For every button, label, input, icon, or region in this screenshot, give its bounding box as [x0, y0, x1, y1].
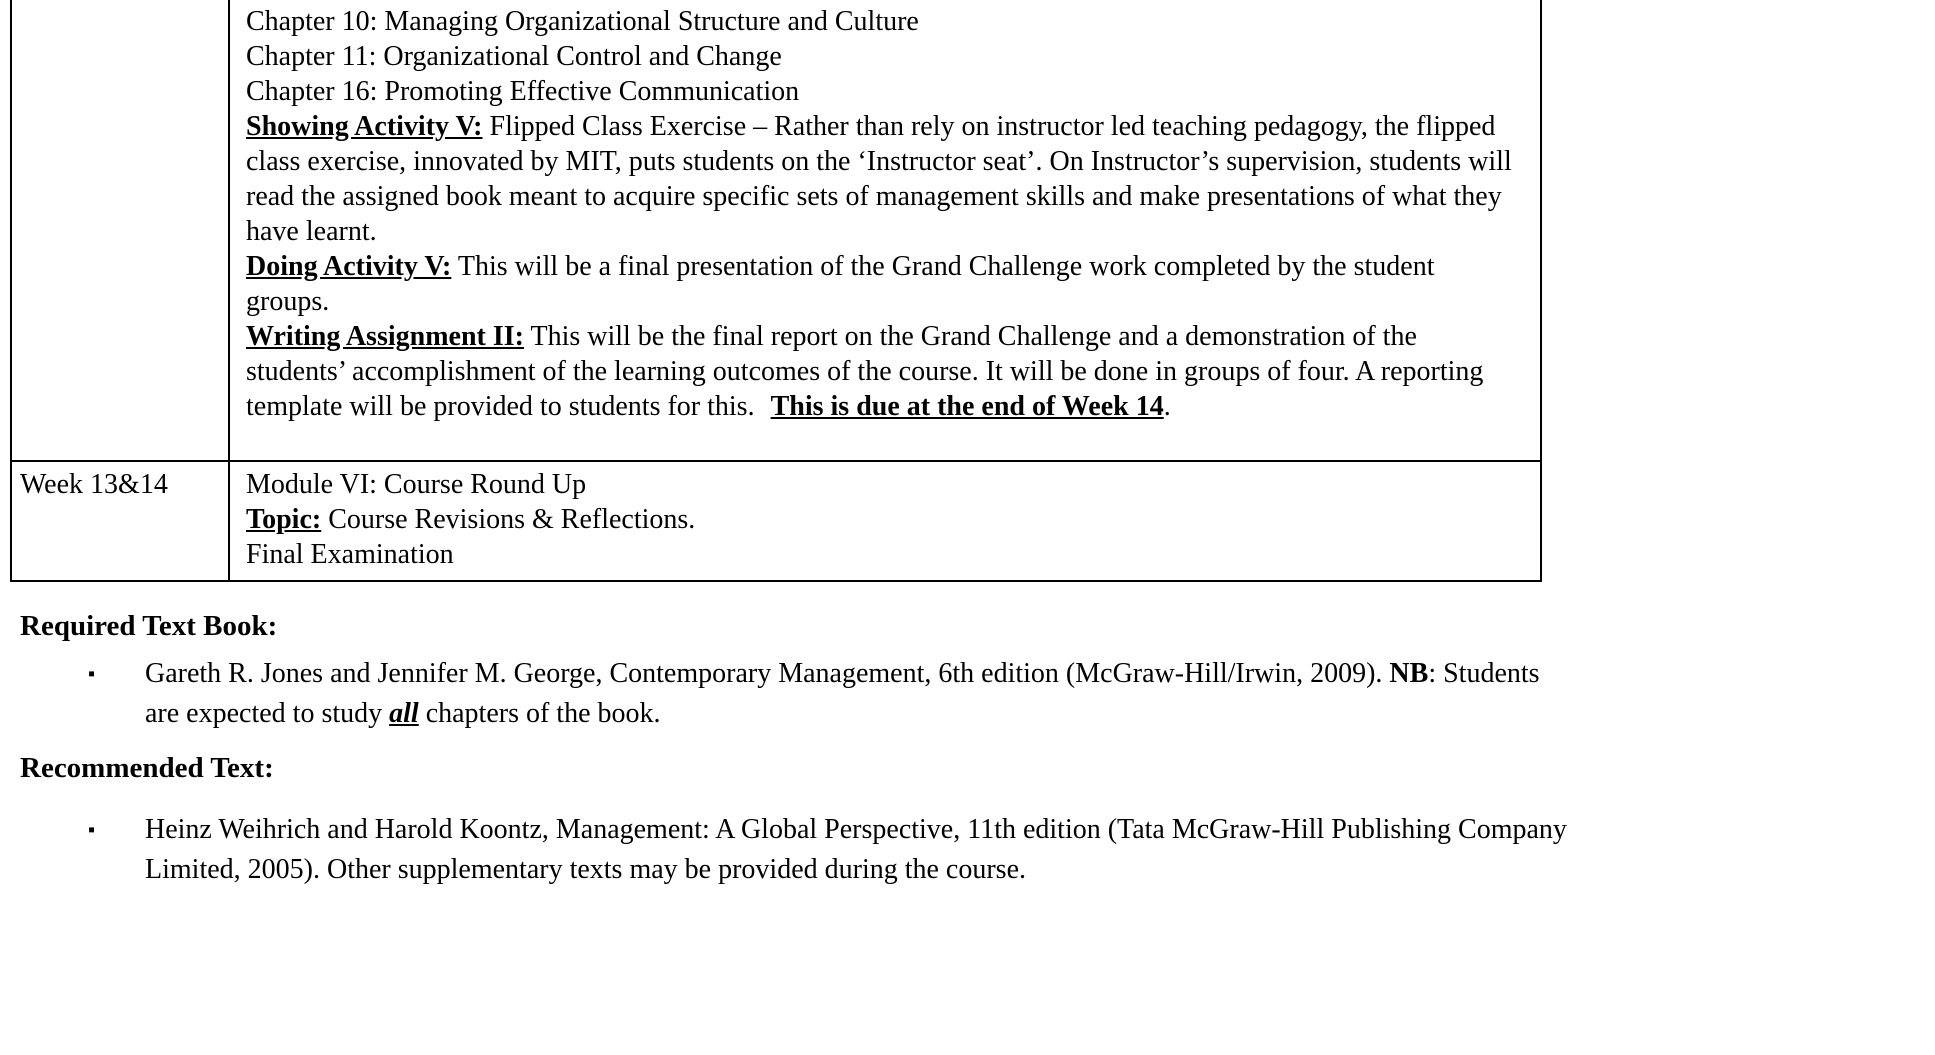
table-row: [11, 0, 1541, 461]
writing-assignment-paragraph: [246, 319, 1520, 424]
writing-assignment-text: This will be the final report on the Grand Challenge and a demonstration of the students’ accomplishment of the learning outcomes of the course. It will be done in groups of four. A reporting template will be provided to students for this.: [246, 321, 1484, 422]
final-exam-line: Final Examination: [246, 539, 454, 570]
recommended-text-item: [88, 810, 1600, 890]
required-text-part2: : Students are expected to study: [145, 658, 1540, 729]
doing-activity-label: Doing Activity V:: [246, 251, 452, 282]
topic-label: Topic:: [246, 504, 322, 535]
showing-activity-label: Showing Activity V:: [246, 111, 483, 142]
due-date-text: This is due at the end of Week 14: [770, 391, 1164, 422]
week-cell-empty: [11, 0, 229, 461]
week-label: Week 13&14: [20, 469, 168, 500]
topic-line: [246, 502, 1520, 537]
required-textbook-item: [88, 654, 1600, 734]
writing-assignment-label: Writing Assignment II:: [246, 321, 524, 352]
required-text-part1: Gareth R. Jones and Jennifer M. George, Contemporary Management, 6th edition (McGraw-Hill/Irwin, 2009).: [145, 658, 1390, 689]
topic-text: Course Revisions & Reflections.: [321, 504, 696, 535]
chapter-line: Chapter 16: Promoting Effective Communication: [246, 76, 800, 107]
required-textbook-text: [145, 654, 1569, 734]
content-cell: [229, 461, 1541, 581]
due-date-period: .: [1163, 391, 1171, 422]
recommended-text-heading: Recommended Text:: [20, 752, 274, 784]
square-bullet-icon: ▪: [88, 819, 96, 841]
doing-activity-text: This will be a final presentation of the Grand Challenge work completed by the student groups.: [246, 251, 1435, 317]
week-cell: [11, 461, 229, 581]
required-textbook-heading: Required Text Book:: [20, 610, 278, 642]
table-row: [11, 461, 1541, 581]
content-cell: [229, 0, 1541, 461]
recommended-text-text: [145, 810, 1569, 890]
nb-label: NB: [1389, 658, 1429, 689]
all-emphasis-word: all: [389, 698, 419, 729]
chapter-line: Chapter 11: Organizational Control and Change: [246, 41, 782, 72]
textbook-section: [20, 608, 1600, 890]
chapter-line: Chapter 10: Managing Organizational Structure and Culture: [246, 6, 919, 37]
square-bullet-icon: ▪: [88, 663, 96, 685]
showing-activity-text: Flipped Class Exercise – Rather than rely on instructor led teaching pedagogy, the flipped class exercise, innovated by MIT, puts students on the ‘Instructor seat’. On Instructor’s supervision, students will read the assigned book meant to acquire specific sets of management skills and make presentations of what they have learnt.: [246, 111, 1512, 247]
showing-activity-paragraph: [246, 109, 1520, 249]
course-schedule-table: [10, 0, 1542, 582]
doing-activity-paragraph: [246, 249, 1520, 319]
recommended-text-part1: Heinz Weihrich and Harold Koontz, Management: A Global Perspective, 11th edition (Tata McGraw-Hill Publishing Company Limited, 2005). Other supplementary texts may be provided during the course.: [145, 814, 1567, 885]
module-line: Module VI: Course Round Up: [246, 469, 587, 500]
required-text-part3: chapters of the book.: [418, 698, 661, 729]
